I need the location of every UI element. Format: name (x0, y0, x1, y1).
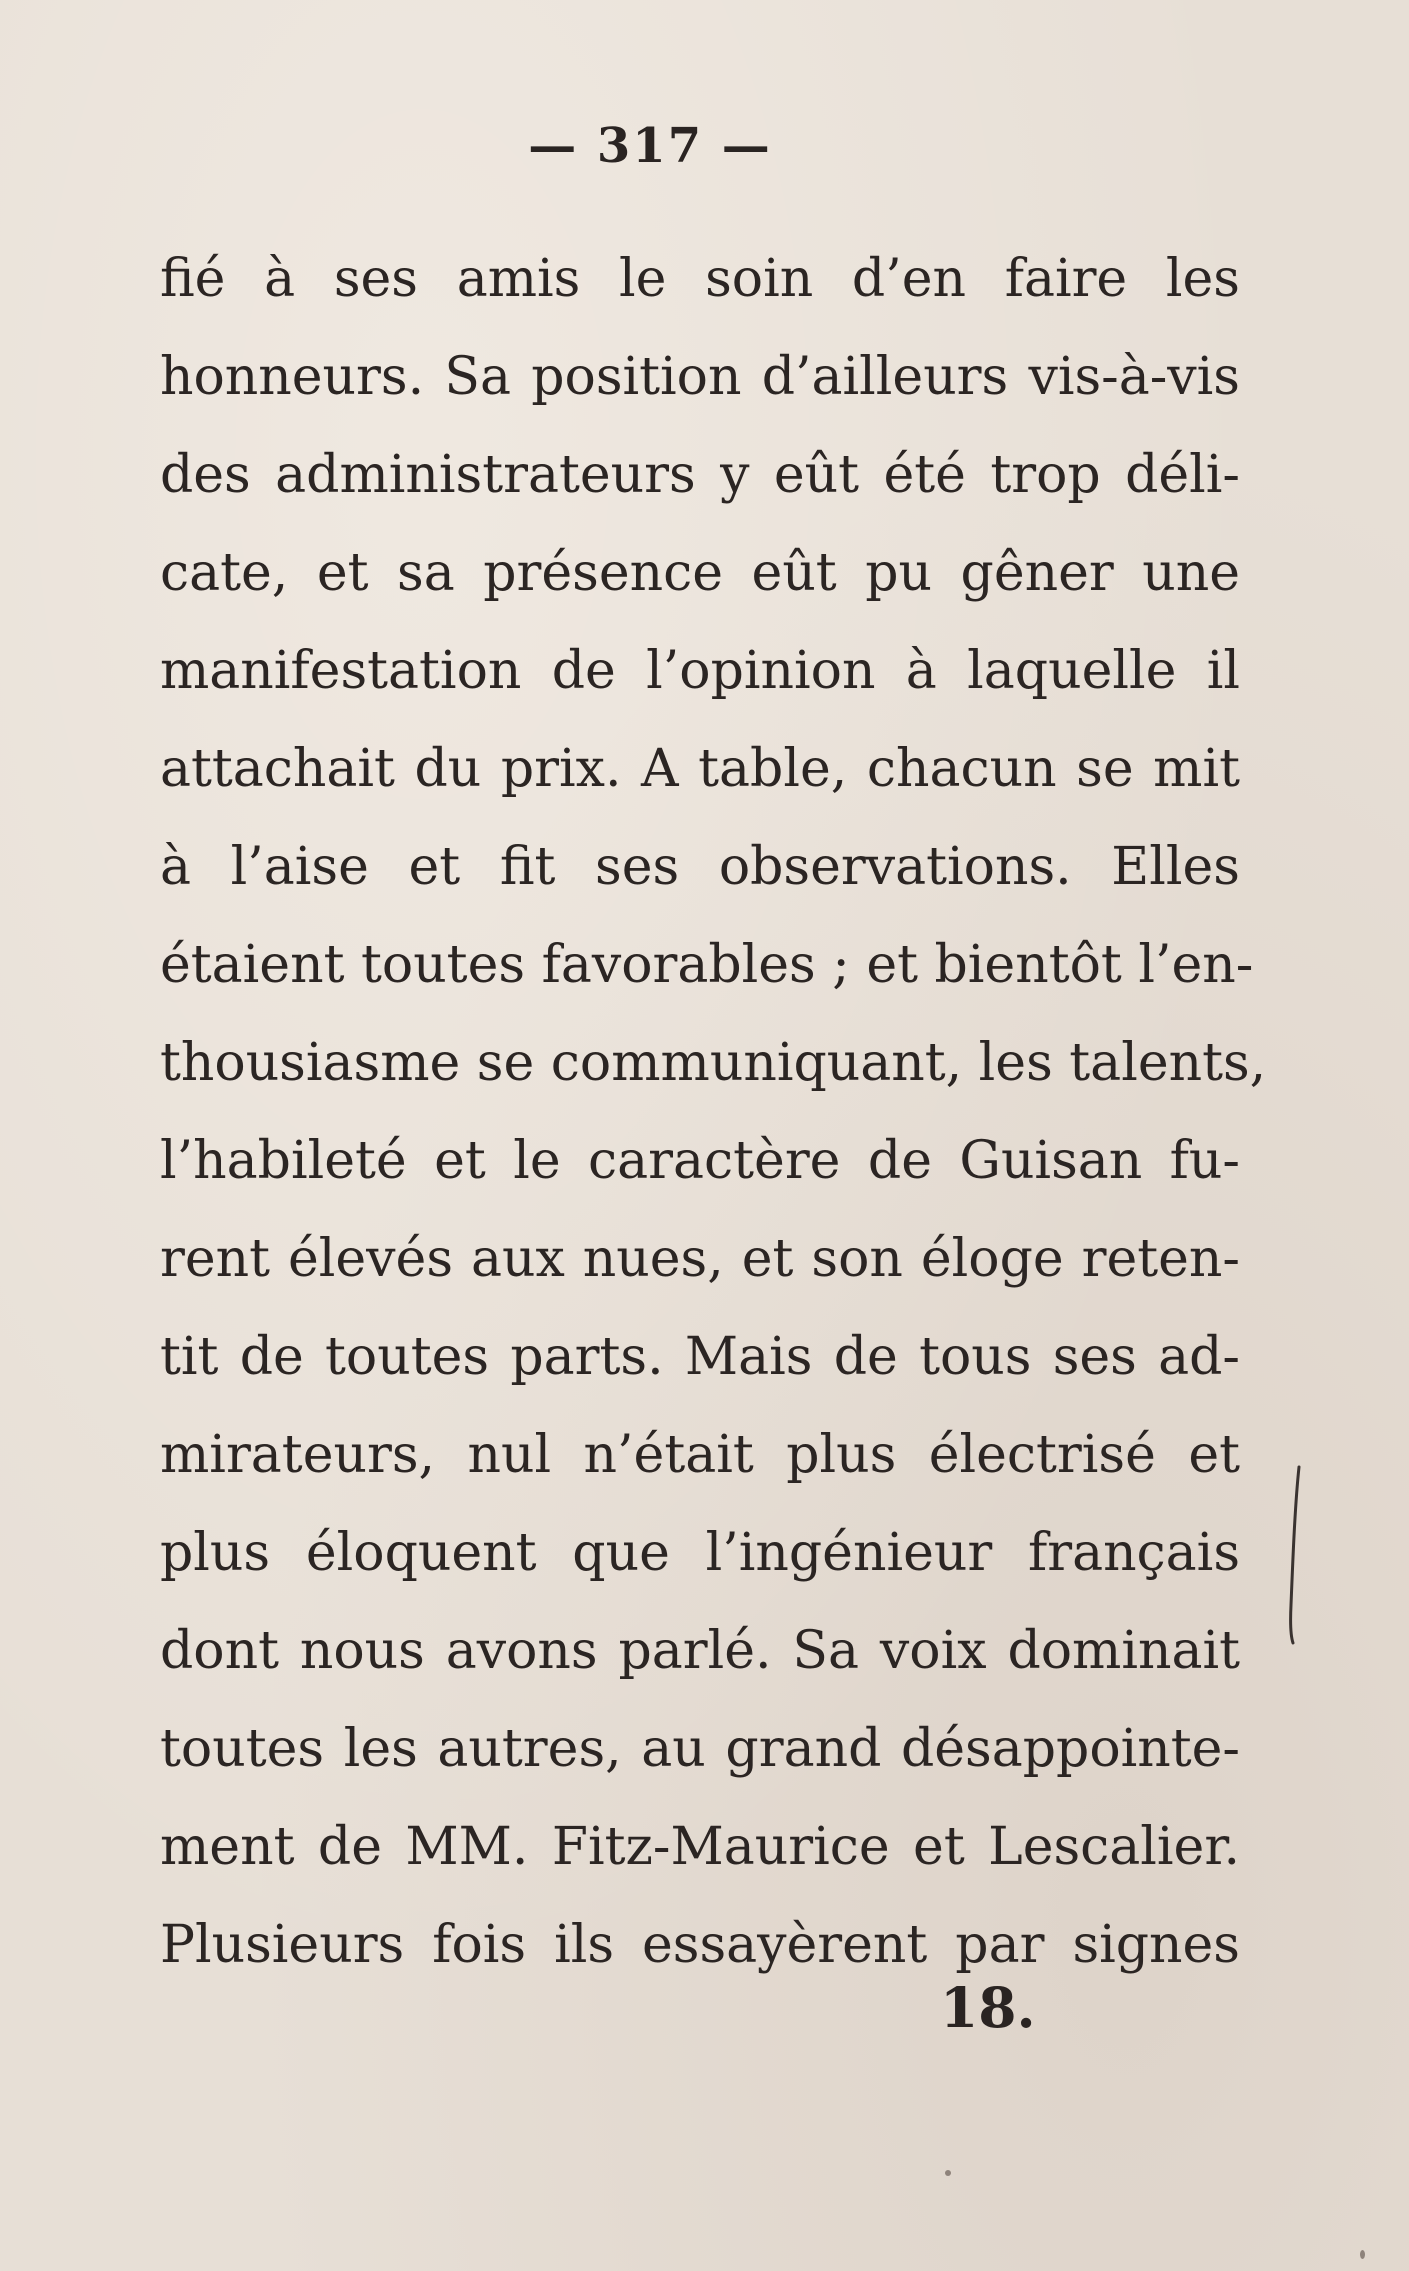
text-line: étaient toutes favorables ; et bientôt l’en- (160, 935, 1254, 995)
text-line: fié à ses amis le soin d’en faire les (160, 249, 1240, 309)
text-line: des administrateurs y eût été trop déli- (160, 445, 1240, 505)
text-line: tit de toutes parts. Mais de tous ses ad- (160, 1327, 1240, 1387)
paper-speck (1360, 2250, 1365, 2259)
signature-mark: 18. (940, 1975, 1036, 2040)
body-text (160, 230, 1267, 1994)
text-line: plus éloquent que l’ingénieur français (160, 1523, 1240, 1583)
text-line: honneurs. Sa position d’ailleurs vis-à-vis (160, 347, 1240, 407)
text-line: Plusieurs fois ils essayèrent par signes (160, 1915, 1240, 1975)
paper-speck (945, 2170, 951, 2176)
page-number: — 317 — (528, 118, 772, 174)
text-line: rent élevés aux nues, et son éloge reten- (160, 1229, 1240, 1289)
text-line: dont nous avons parlé. Sa voix dominait (160, 1621, 1240, 1681)
text-line: toutes les autres, au grand désappointe- (160, 1719, 1240, 1779)
text-line: mirateurs, nul n’était plus électrisé et (160, 1425, 1240, 1485)
text-line: ment de MM. Fitz-Maurice et Lescalier. (160, 1817, 1240, 1877)
text-line: attachait du prix. A table, chacun se mit (160, 739, 1240, 799)
text-line: à l’aise et fit ses observations. Elles (160, 837, 1240, 897)
text-line: thousiasme se communiquant, les talents, (160, 1033, 1267, 1093)
text-line: l’habileté et le caractère de Guisan fu- (160, 1131, 1240, 1191)
margin-pencil-mark (1285, 1465, 1305, 1645)
text-line: manifestation de l’opinion à laquelle il (160, 641, 1240, 701)
text-line: cate, et sa présence eût pu gêner une (160, 543, 1240, 603)
